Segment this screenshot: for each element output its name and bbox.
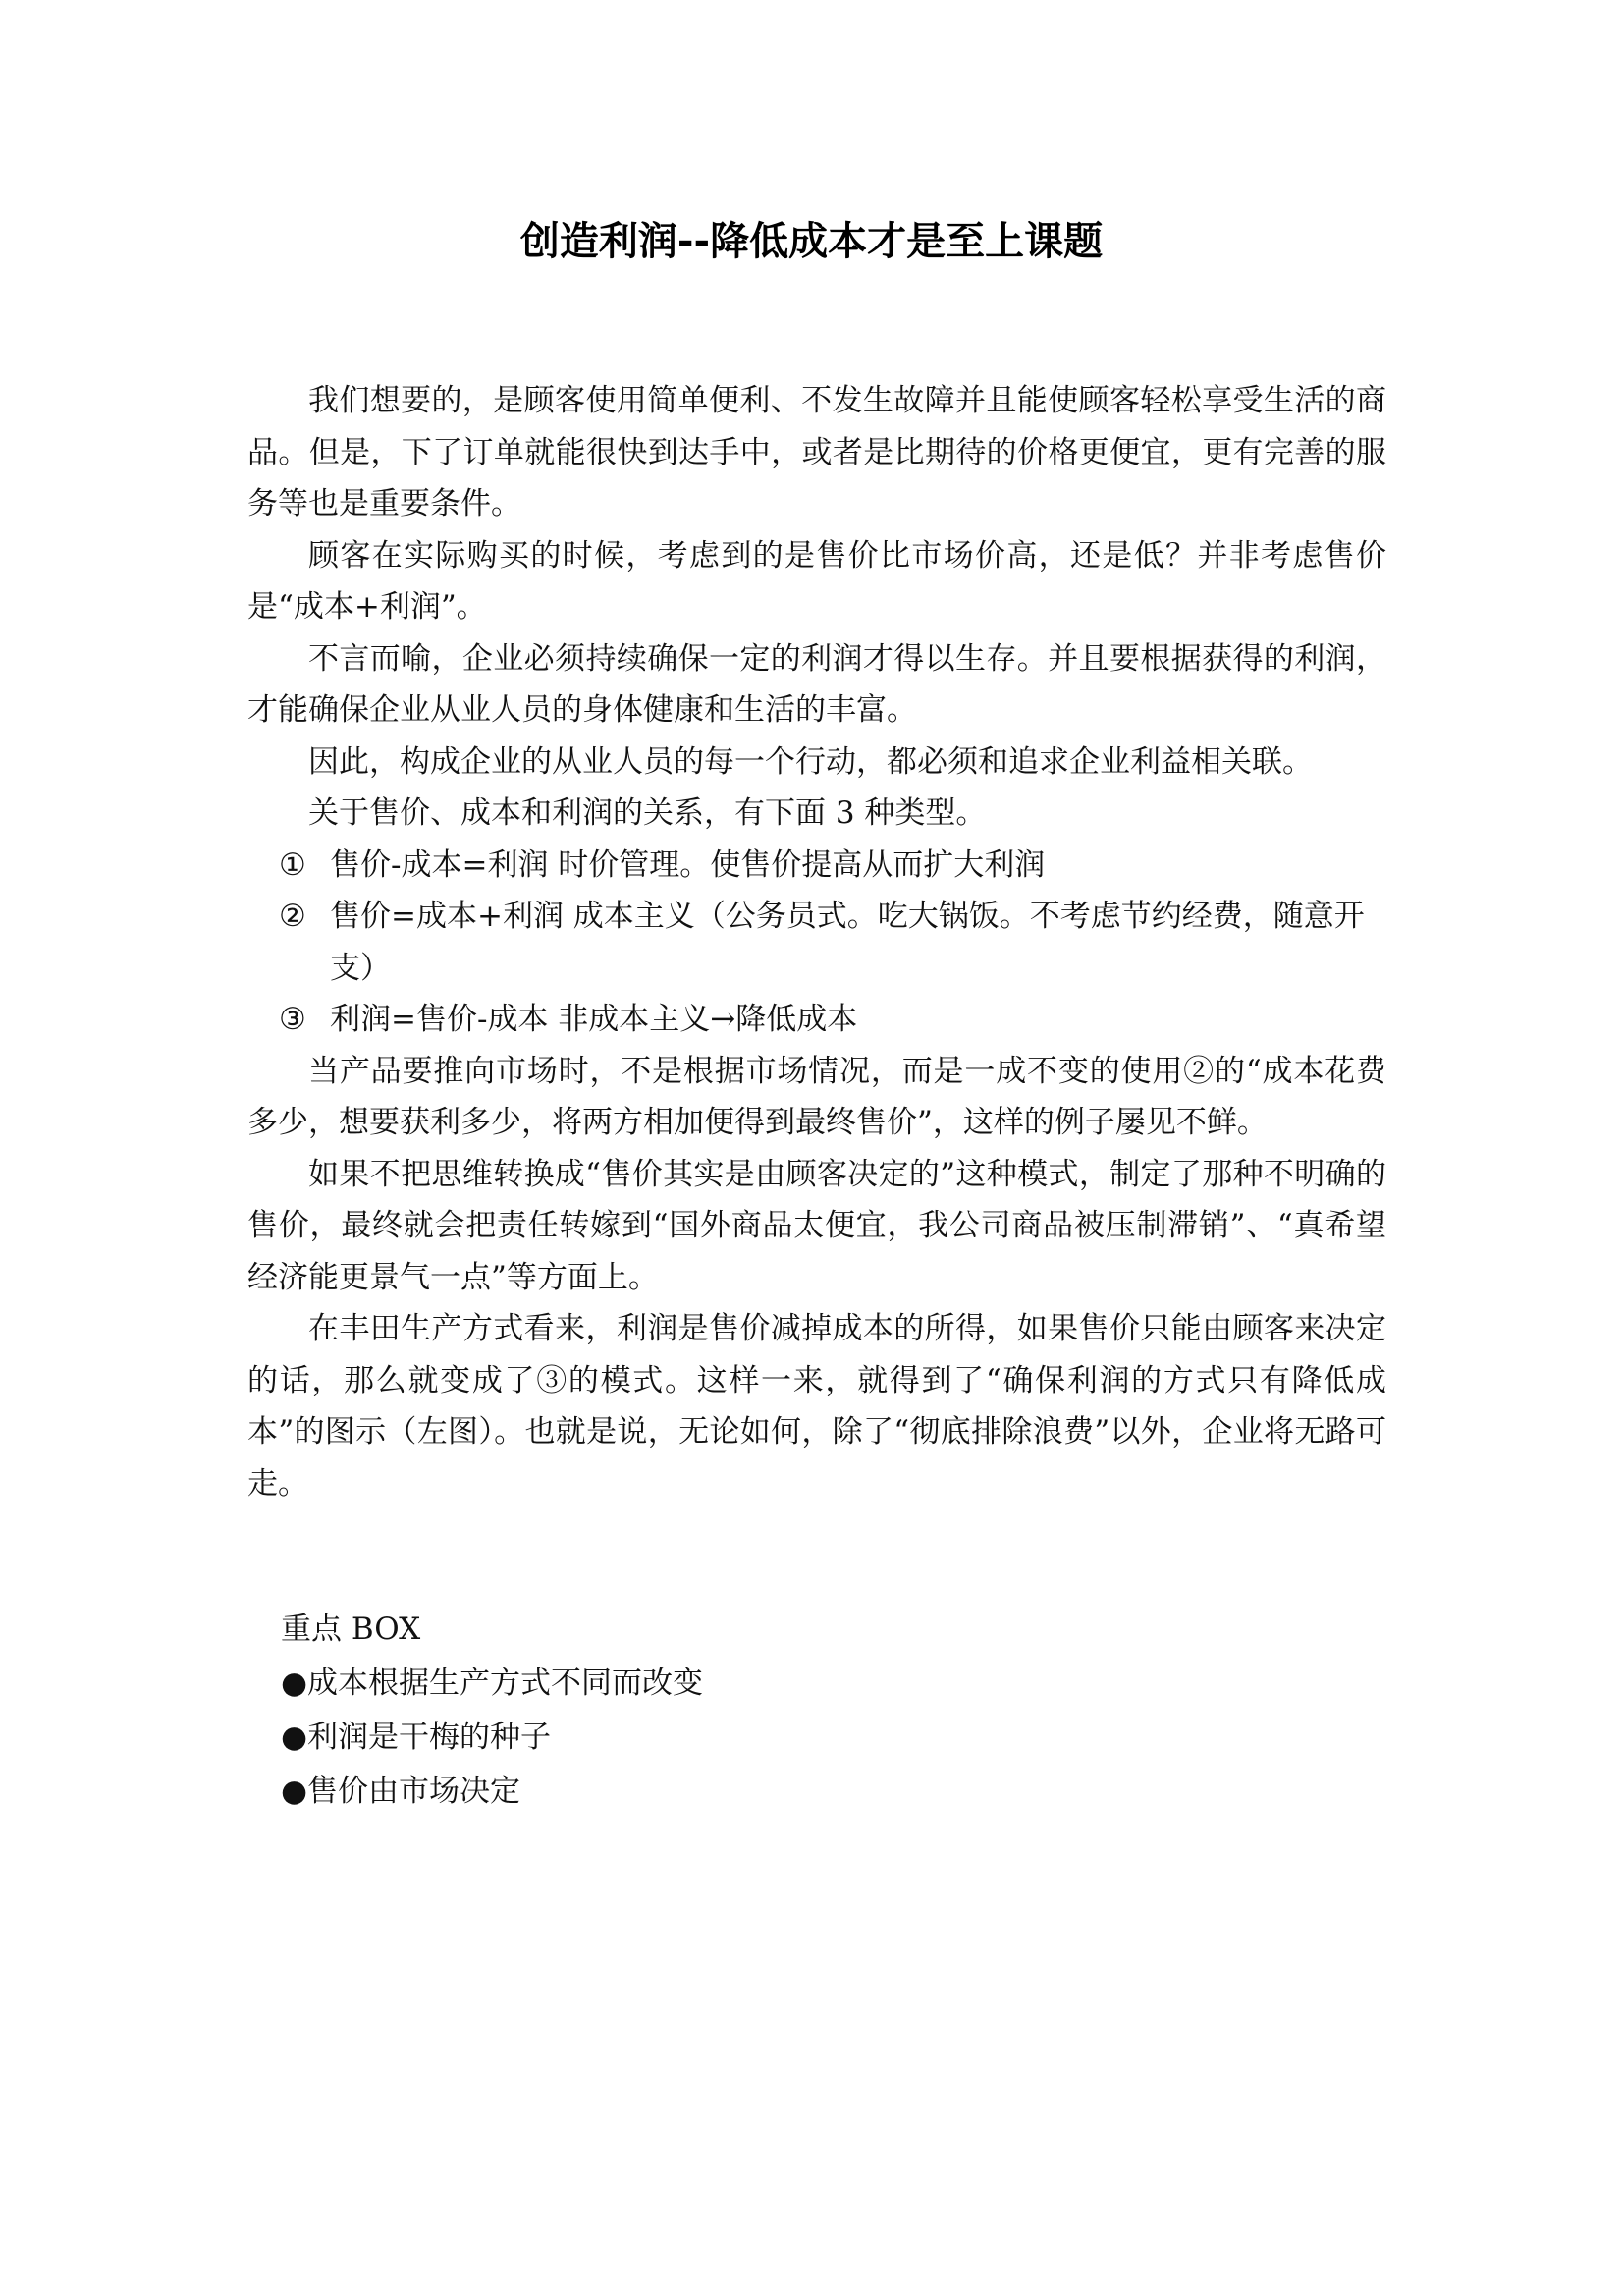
list-item-text: 售价-成本=利润 时价管理。使售价提高从而扩大利润: [330, 847, 1046, 883]
list-item: [247, 994, 1386, 1046]
body-paragraph: 因此，构成企业的从业人员的每一个行动，都必须和追求企业利益相关联。: [308, 743, 1313, 780]
document-body: [247, 375, 1386, 1509]
body-paragraph: 不言而喻，企业必须持续确保一定的利润才得以生存。并且要根据获得的利润，才能确保企业从业人员的身体健康和生活的丰富。: [247, 640, 1386, 728]
list-item-text: 利润=售价-成本 非成本主义→降低成本: [330, 1002, 858, 1037]
body-paragraph: 当产品要推向市场时，不是根据市场情况，而是一成不变的使用②的“成本花费多少，想要获利多少，将两方相加便得到最终售价”，这样的例子屡见不鲜。: [247, 1053, 1386, 1140]
list-item: [247, 840, 1386, 892]
list-marker: ②: [279, 899, 306, 934]
body-paragraph: 顾客在实际购买的时候，考虑到的是售价比市场价高，还是低？并非考虑售价是“成本+利润”。: [247, 537, 1386, 625]
body-paragraph: 如果不把思维转换成“售价其实是由顾客决定的”这种模式，制定了那种不明确的售价，最终就会把责任转嫁到“国外商品太便宜，我公司商品被压制滞销”、“真希望经济能更景气一点”等方面上。: [247, 1156, 1386, 1295]
key-point-item: ●利润是干梅的种子: [281, 1720, 552, 1755]
pricing-types-list: [247, 840, 1386, 1046]
key-points-title: 重点 BOX: [281, 1612, 421, 1647]
list-marker: ①: [279, 847, 306, 883]
body-paragraph: 关于售价、成本和利润的关系，有下面 3 种类型。: [308, 795, 987, 831]
key-points-box: [281, 1603, 1164, 1819]
key-point-item: ●售价由市场决定: [281, 1774, 521, 1809]
list-item: [247, 891, 1386, 994]
body-paragraph: 我们想要的，是顾客使用简单便利、不发生故障并且能使顾客轻松享受生活的商品。但是，下了订单就能很快到达手中，或者是比期待的价格更便宜，更有完善的服务等也是重要条件。: [247, 383, 1386, 521]
list-item-text: 售价=成本+利润 成本主义（公务员式。吃大锅饭。不考虑节约经费，随意开支）: [330, 899, 1365, 986]
body-paragraph: 在丰田生产方式看来，利润是售价减掉成本的所得，如果售价只能由顾客来决定的话，那么就变成了③的模式。这样一来，就得到了“确保利润的方式只有降低成本”的图示（左图）。也就是说，无论如何，除了“彻底排除浪费”以外，企业将无路可走。: [247, 1311, 1386, 1502]
key-point-item: ●成本根据生产方式不同而改变: [281, 1666, 704, 1701]
page-title: 创造利润--降低成本才是至上课题: [519, 219, 1104, 264]
list-marker: ③: [279, 1002, 306, 1037]
